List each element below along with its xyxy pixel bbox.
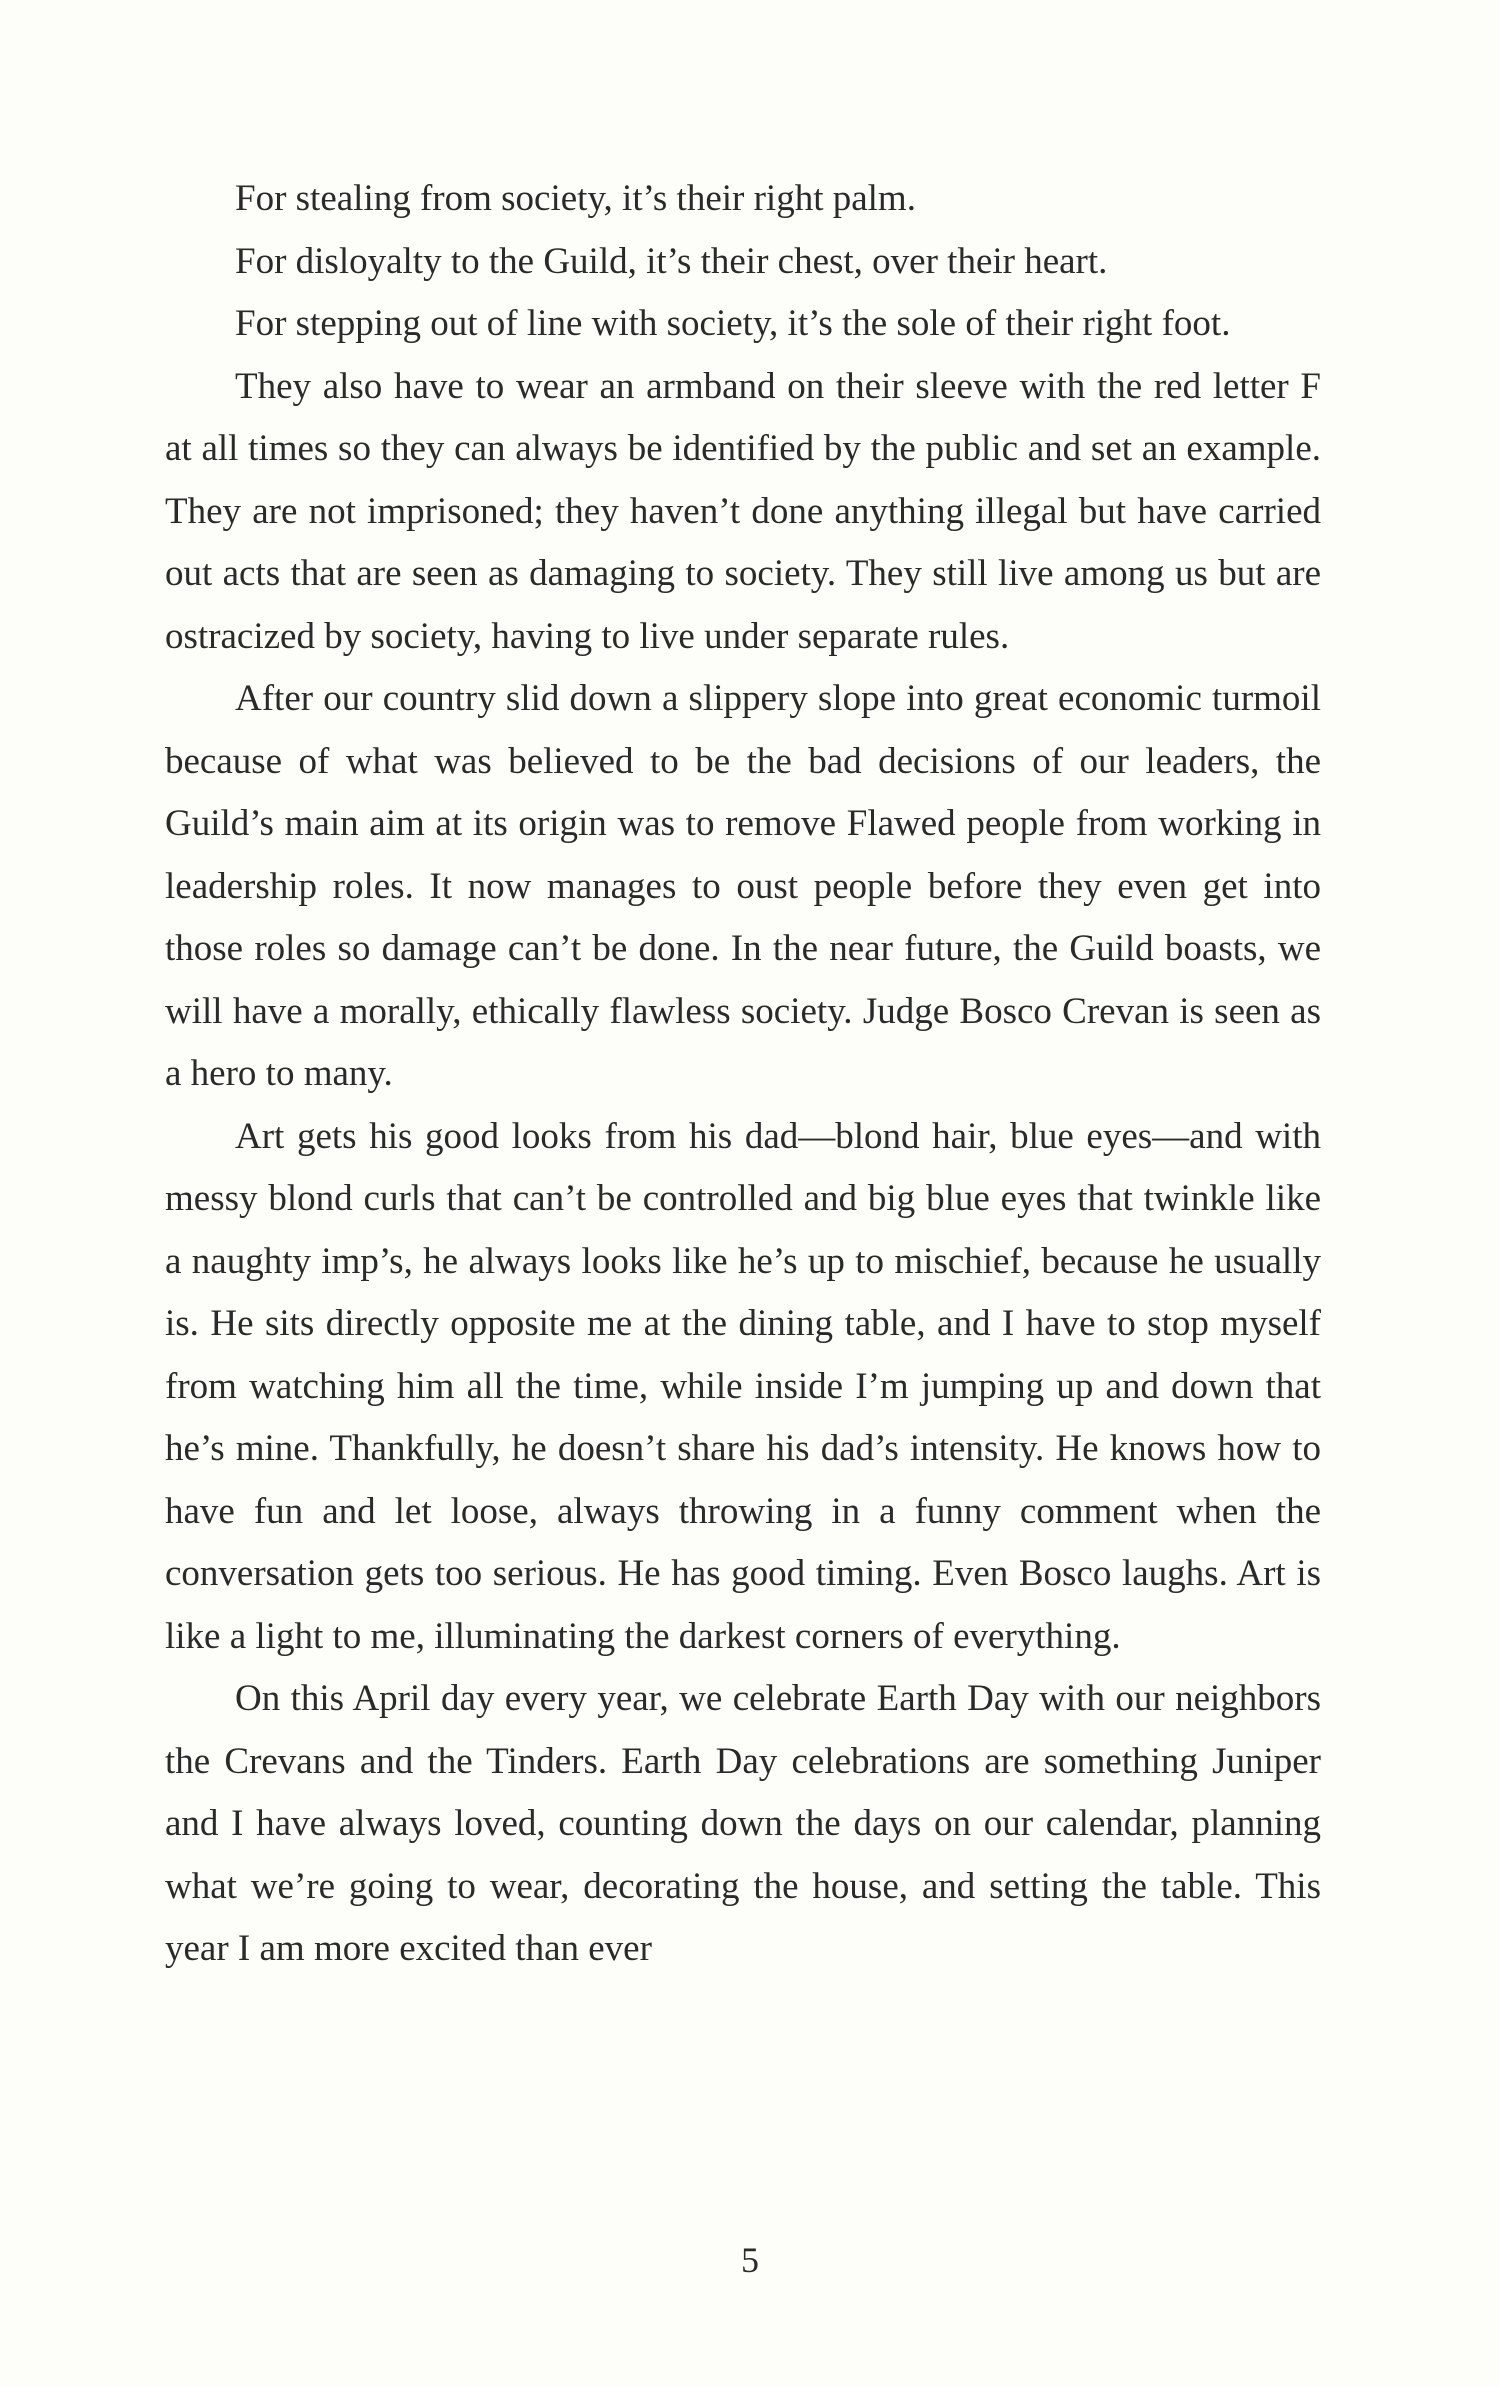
body-text	[165, 168, 1321, 1981]
paragraph-guild-origin: After our country slid down a slippery slope into great economic turmoil because of what was believed to be the bad decisions of our leaders, the Guild’s main aim at its origin was to remove Flawed people from working in leadership roles. It now manages to oust people before they even get into those roles so damage can’t be done. In the near future, the Guild boasts, we will have a morally, ethically flawless society. Judge Bosco Crevan is seen as a hero to many.	[165, 678, 1321, 1094]
paragraph-armband: They also have to wear an armband on their sleeve with the red letter F at all times so they can always be identified by the public and set an example. They are not imprisoned; they haven’t done anything illegal but have carried out acts that are seen as damaging to society. They still live among us but are ostracized by society, having to live under separate rules.	[165, 365, 1321, 657]
paragraph-foot: For stepping out of line with society, it’s the sole of their right foot.	[235, 303, 1231, 344]
paragraph-right-palm: For stealing from society, it’s their right palm.	[235, 178, 916, 219]
paragraph-earth-day: On this April day every year, we celebrate Earth Day with our neighbors the Crevans and the Tinders. Earth Day celebrations are something Juniper and I have always loved, counting down the days on our calendar, planning what we’re going to wear, decorating the house, and setting the table. This year I am more excited than ever	[165, 1678, 1321, 1969]
paragraph-chest: For disloyalty to the Guild, it’s their chest, over their heart.	[235, 240, 1108, 282]
page-number: 5	[741, 2240, 759, 2280]
paragraph-art: Art gets his good looks from his dad—blond hair, blue eyes—and with messy blond curls that can’t be controlled and big blue eyes that twinkle like a naughty imp’s, he always looks like he’s up to mischief, because he usually is. He sits directly opposite me at the dining table, and I have to stop myself from watching him all the time, while inside I’m jumping up and down that he’s mine. Thankfully, he doesn’t share his dad’s intensity. He knows how to have fun and let loose, always throwing in a funny comment when the conversation gets too serious. He has good timing. Even Bosco laughs. Art is like a light to me, illuminating the darkest corners of everything.	[165, 1115, 1321, 1657]
